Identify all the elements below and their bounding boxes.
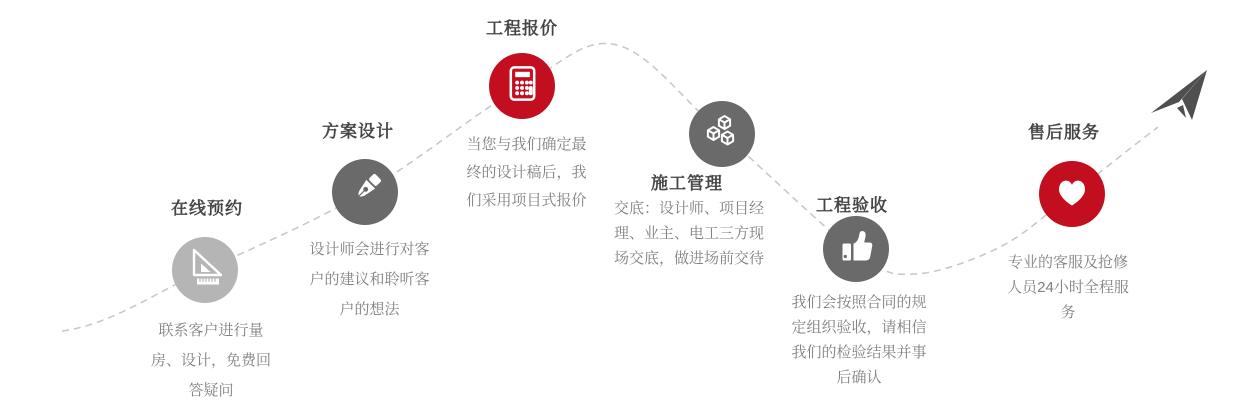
calculator-icon <box>503 64 542 108</box>
step-title: 售后服务 <box>1028 123 1100 142</box>
step-description: 我们会按照合同的规定组织验收，请相信我们的检验结果并事后确认 <box>791 294 927 386</box>
cubes-icon <box>702 112 742 157</box>
heart-icon <box>1052 172 1092 217</box>
step-circle <box>332 159 398 225</box>
paper-plane-icon <box>1146 66 1212 132</box>
step-title: 在线预约 <box>171 199 243 218</box>
step-circle <box>489 53 555 119</box>
set-square-ruler-icon <box>185 248 225 293</box>
thumbs-up-icon <box>836 227 876 272</box>
step-description: 联系客户进行量房、设计，免费回答疑问 <box>151 322 272 399</box>
step-description: 专业的客服及抢修人员24小时全程服务 <box>1007 254 1129 321</box>
step-description: 当您与我们确定最终的设计稿后，我们采用项目式报价 <box>466 136 587 209</box>
step-description: 交底：设计师、项目经理、业主、电工三方现场交底，做进场前交待 <box>613 200 764 267</box>
pen-nib-icon <box>346 171 384 214</box>
step-title: 方案设计 <box>322 122 394 141</box>
step-circle <box>689 101 755 167</box>
step-title: 工程验收 <box>816 196 888 215</box>
step-circle <box>823 216 889 282</box>
step-title: 施工管理 <box>651 174 723 193</box>
step-circle <box>1039 161 1105 227</box>
step-circle <box>172 237 238 303</box>
step-description: 设计师会进行对客户的建议和聆听客户的想法 <box>309 241 430 318</box>
step-title: 工程报价 <box>486 19 558 38</box>
